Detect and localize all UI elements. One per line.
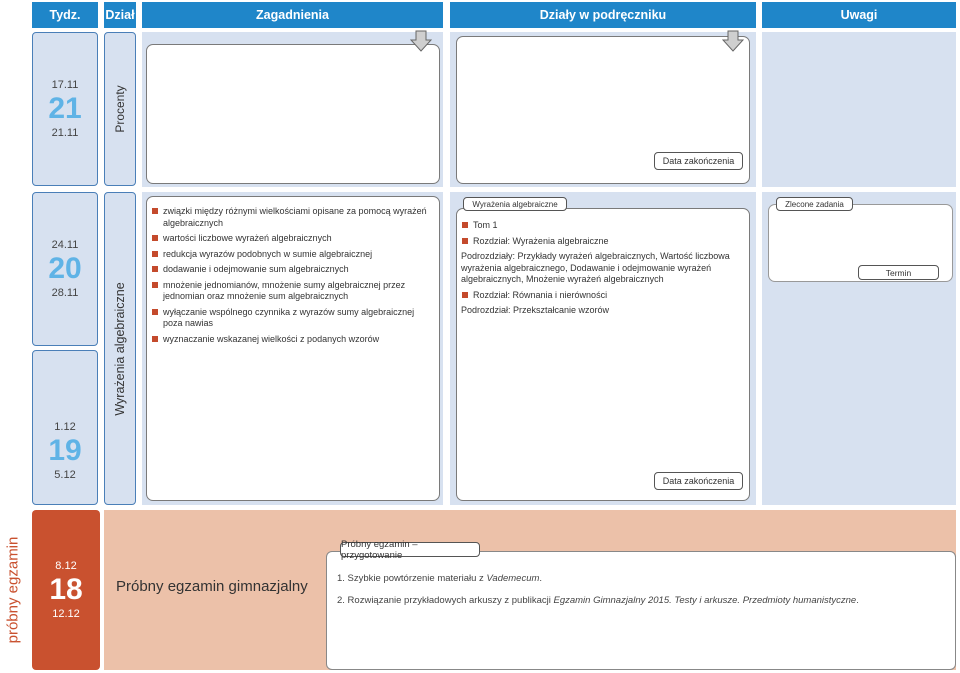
row1-notes-bg (762, 32, 956, 187)
exam-title: Próbny egzamin gimnazjalny (116, 578, 308, 595)
exam-item-1 (337, 573, 542, 584)
book-section-tag: Wyrażenia algebraiczne (463, 197, 567, 211)
book-card (456, 208, 750, 501)
section-procenty-label: Procenty (113, 85, 127, 133)
header-topics: Zagadnienia (142, 2, 443, 28)
header-book: Działy w podręczniku (450, 2, 756, 28)
week-18-start: 8.12 (55, 560, 77, 572)
book-podrozdzial-2: Podrozdział: Przekształcanie wzorów (461, 305, 610, 315)
week-18-end: 12.12 (52, 608, 80, 620)
week-18-cell (32, 510, 100, 670)
book-list-2 (461, 290, 743, 302)
section-procenty (104, 32, 136, 186)
topic-item: wyłączanie wspólnego czynnika z wyrazów sumy algebraicznej poza nawias (151, 307, 431, 330)
book-list (461, 220, 743, 247)
exam-side-label-text: próbny egzamin (4, 536, 22, 644)
row2-data-zakonczenia: Data zakończenia (654, 472, 743, 490)
topic-item: wartości liczbowe wyrażeń algebraicznych (151, 233, 431, 245)
exam-item-1-title: Vademecum (486, 573, 540, 584)
notes-tag: Zlecone zadania (776, 197, 853, 211)
week-19-number: 19 (48, 433, 82, 467)
down-arrow-icon (410, 30, 432, 52)
topic-item: wyznaczanie wskazanej wielkości z podanych wzorów (151, 334, 431, 346)
exam-tag: Próbny egzamin – przygotowanie (340, 542, 480, 557)
topics-list (151, 206, 431, 345)
section-wyrazenia-label: Wyrażenia algebraiczne (113, 281, 127, 416)
exam-card (326, 551, 956, 670)
section-wyrazenia (104, 192, 136, 505)
week-18-number: 18 (49, 573, 83, 606)
book-rozdzial-2: Rozdział: Równania i nierówności (461, 290, 743, 302)
exam-side-label (0, 510, 26, 670)
header-notes: Uwagi (762, 2, 956, 28)
header-section: Dział (104, 2, 136, 28)
exam-item-1-text: 1. Szybkie powtórzenie materiału z (337, 573, 487, 584)
exam-item-2-title: Egzamin Gimnazjalny 2015. Testy i arkusze. Przedmioty humanistyczne (553, 595, 857, 606)
week-21-end: 21.11 (51, 127, 79, 139)
topic-item: dodawanie i odejmowanie sum algebraicznych (151, 264, 431, 276)
row1-data-zakonczenia: Data zakończenia (654, 152, 743, 170)
topics-card (146, 196, 440, 501)
topic-item: redukcja wyrazów podobnych w sumie algebraicznej (151, 249, 431, 261)
week-20-cell (32, 192, 98, 346)
termin-tag: Termin (858, 265, 939, 280)
exam-item-2-end: . (856, 595, 859, 606)
topic-item: mnożenie jednomianów, mnożenie sumy algebraicznej przez jednomian oraz mnożenie sum algebraicznych (151, 280, 431, 303)
down-arrow-icon (722, 30, 744, 52)
exam-item-2-text: 2. Rozwiązanie przykładowych arkuszy z publikacji (337, 595, 554, 606)
week-21-cell (32, 32, 98, 186)
header-week: Tydz. (32, 2, 98, 28)
book-rozdzial-1: Rozdział: Wyrażenia algebraiczne (461, 236, 743, 248)
book-tom: Tom 1 (461, 220, 743, 232)
week-19-start: 1.12 (54, 420, 76, 433)
week-19-end: 5.12 (54, 468, 76, 481)
week-20-number: 20 (48, 252, 82, 285)
week-21-start: 17.11 (51, 79, 79, 91)
week-21-number: 21 (48, 92, 82, 125)
week-19-cell (32, 350, 98, 505)
week-20-start: 24.11 (51, 239, 79, 251)
exam-item-1-end: . (539, 573, 543, 584)
topic-item: związki między różnymi wielkościami opisane za pomocą wyrażeń algebraicznych (151, 206, 431, 229)
exam-item-2 (337, 595, 859, 606)
week-20-end: 28.11 (51, 287, 79, 299)
row1-topics-card (146, 44, 440, 184)
book-podrozdzialy-1: Podrozdziały: Przykłady wyrażeń algebraicznych, Wartość liczbowa wyrażenia algebraicznego, Dodawanie i odejmowanie wyrażeń algebraicznych, Mnożenie wyrażeń algebraicznych (461, 251, 730, 284)
